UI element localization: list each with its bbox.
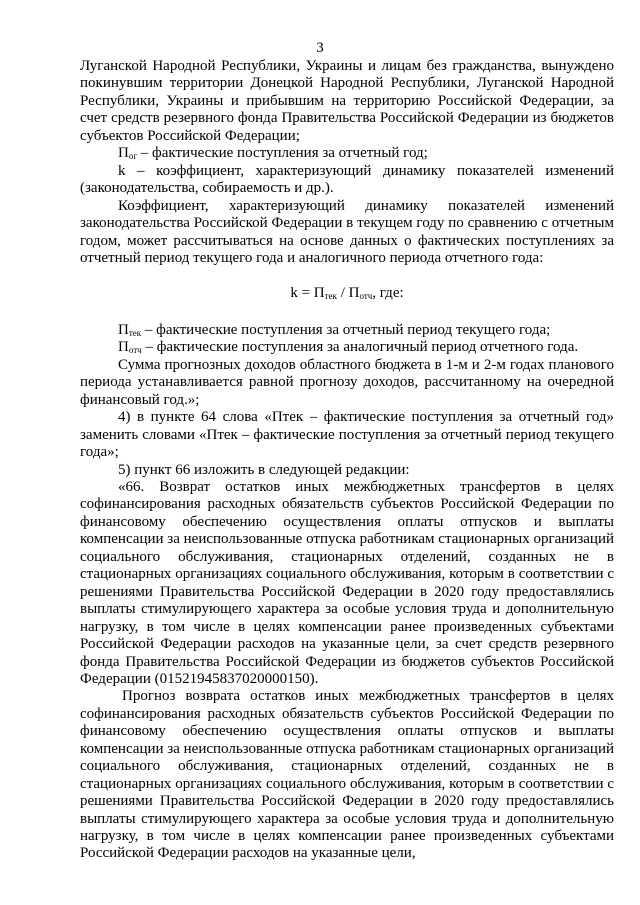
formula-mid: / П [336, 285, 360, 302]
paragraph-2-text: – фактические поступления за отчетный год; [137, 145, 428, 162]
formula-end: , где: [372, 285, 404, 302]
paragraph-4: Коэффициент, характеризующий динамику показателей изменений законодательства Российской Федерации в текущем году по сравнению с отчетным годом, может рассчитываться на основе данных о фактических поступлениях за отчетный период текущего года и аналогичного периода отчетного года: [80, 197, 614, 266]
page-number: 3 [316, 40, 324, 56]
paragraph-2 [80, 145, 614, 162]
document-body [80, 58, 614, 863]
formula-sub-tek: тек [324, 291, 337, 302]
paragraph-6 [80, 339, 614, 356]
paragraph-5 [80, 322, 614, 339]
formula [80, 285, 614, 302]
paragraph-6-text: – фактические поступления за аналогичный период отчетного года. [141, 339, 579, 356]
paragraph-5-text: – фактические поступления за отчетный период текущего года; [141, 321, 551, 338]
symbol-p: П [118, 145, 129, 162]
symbol-p: П [118, 321, 129, 338]
paragraph-8: 4) в пункте 64 слова «Птек – фактические поступления за отчетный год» заменить словами «Птек – фактические поступления за отчетный период текущего года»; [80, 409, 614, 461]
subscript-og: ог [128, 151, 138, 162]
subscript-tek: тек [128, 327, 142, 338]
formula-sub-otch: отч [359, 291, 373, 302]
paragraph-11: Прогноз возврата остатков иных межбюджетных трансфертов в целях софинансирования расходных обязательств субъектов Российской Федерации по финансовому обеспечению осуществления оплаты отпусков и выплаты компенсации за неиспользованные отпуска работникам стационарных организаций социального обслуживания, стационарных отделений, созданных не в стационарных организациях социального обслуживания, которым в соответствии с решениями Правительства Российской Федерации в 2020 году предоставлялись выплаты стимулирующего характера за особые условия труда и дополнительную нагрузку, в том числе в целях компенсации ранее произведенных субъектами Российской Федерации расходов на указанные цели, [80, 688, 614, 862]
paragraph-3: k – коэффициент, характеризующий динамику показателей изменений (законодательства, собираемость и др.). [80, 162, 614, 197]
subscript-otch: отч [128, 345, 142, 356]
paragraph-10: «66. Возврат остатков иных межбюджетных трансфертов в целях софинансирования расходных обязательств субъектов Российской Федерации по финансовому обеспечению осуществления оплаты отпусков и выплаты компенсации за неиспользованные отпуска работникам стационарных организаций социального обслуживания, стационарных отделений, созданных не в стационарных организациях социального обслуживания, которым в соответствии с решениями Правительства Российской Федерации в 2020 году предоставлялись выплаты стимулирующего характера за особые условия труда и дополнительную нагрузку, в том числе в целях компенсации ранее произведенных субъектами Российской Федерации расходов на указанные цели, за счет средств резервного фонда Правительства Российской Федерации из бюджетов субъектов Российской Федерации (01521945837020000150). [80, 478, 614, 687]
paragraph-1: Луганской Народной Республики, Украины и лицам без гражданства, вынуждено покинувшим территории Донецкой Народной Республики, Луганской Народной Республики, Украины и прибывшим на территорию Российской Федерации, за счет средств резервного фонда Правительства Российской Федерации из бюджетов субъектов Российской Федерации; [80, 58, 614, 144]
paragraph-7: Сумма прогнозных доходов областного бюджета в 1-м и 2-м годах планового периода устанавливается равной прогнозу доходов, рассчитанному на очередной финансовый год.»; [80, 356, 614, 408]
formula-lhs: k = П [290, 285, 325, 302]
symbol-p: П [118, 339, 129, 356]
paragraph-9: 5) пункт 66 изложить в следующей редакции: [118, 461, 410, 478]
